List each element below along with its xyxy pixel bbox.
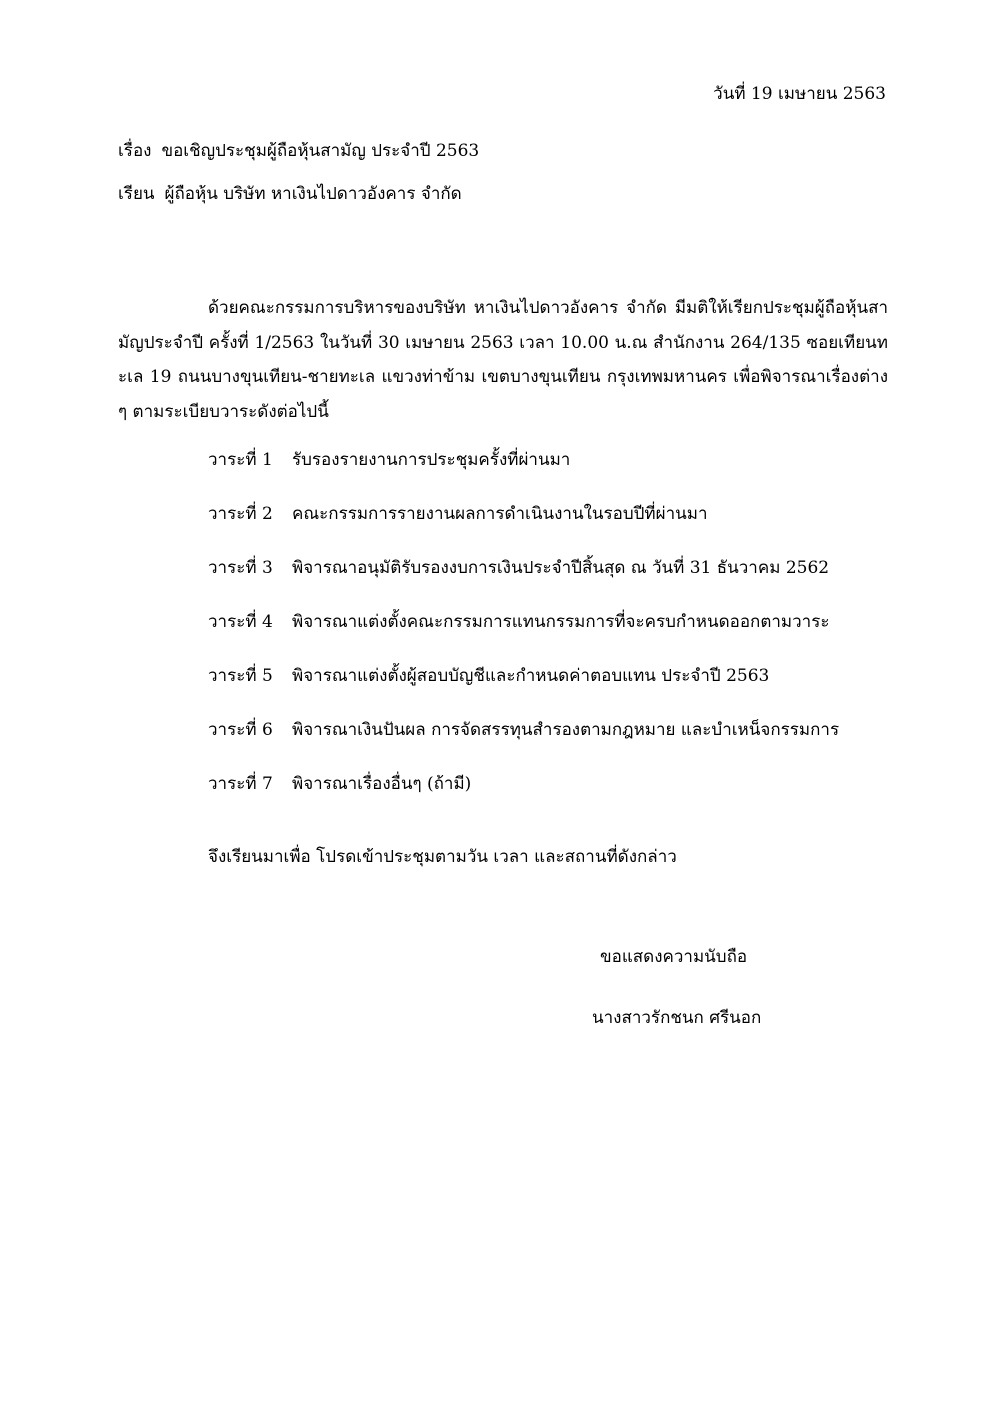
agenda-text: คณะกรรมการรายงานผลการดำเนินงานในรอบปีที่ผ่านมา bbox=[292, 504, 708, 524]
agenda-number: วาระที่ 2 bbox=[208, 504, 273, 524]
agenda-text: พิจารณาเรื่องอื่นๆ (ถ้ามี) bbox=[292, 774, 472, 794]
salutation-line bbox=[118, 180, 462, 207]
agenda-text: พิจารณาแต่งตั้งผู้สอบบัญชีและกำหนดค่าตอบแทน ประจำปี 2563 bbox=[292, 666, 770, 686]
agenda-number: วาระที่ 1 bbox=[208, 450, 273, 470]
salutation-text: ผู้ถือหุ้น บริษัท หาเงินไปดาวอังคาร จำกัด bbox=[164, 184, 462, 204]
agenda-item bbox=[208, 609, 839, 663]
agenda-text: รับรองรายงานการประชุมครั้งที่ผ่านมา bbox=[292, 450, 571, 470]
agenda-item bbox=[208, 555, 839, 609]
regards-line: ขอแสดงความนับถือ bbox=[600, 947, 748, 967]
agenda-number: วาระที่ 6 bbox=[208, 720, 273, 740]
agenda-number: วาระที่ 5 bbox=[208, 666, 273, 686]
agenda-item bbox=[208, 663, 839, 717]
salutation-label: เรียน bbox=[118, 184, 155, 204]
agenda-item bbox=[208, 771, 839, 825]
subject-line bbox=[118, 137, 479, 164]
agenda-list bbox=[208, 447, 839, 825]
agenda-number: วาระที่ 3 bbox=[208, 558, 273, 578]
agenda-item bbox=[208, 501, 839, 555]
agenda-item bbox=[208, 717, 839, 771]
agenda-item bbox=[208, 447, 839, 501]
agenda-number: วาระที่ 7 bbox=[208, 774, 273, 794]
body-paragraph: ด้วยคณะกรรมการบริหารของบริษัท หาเงินไปดาวอังคาร จำกัด มีมติให้เรียกประชุมผู้ถือหุ้นสามัญประจำปี ครั้งที่ 1/2563 ในวันที่ 30 เมษายน 2563 เวลา 10.00 น.ณ สำนักงาน 264/135 ซอยเทียนทะเล 19 ถนนบางขุนเทียน-ชายทะเล แขวงท่าข้าม เขตบางขุนเทียน กรุงเทพมหานคร เพื่อพิจารณาเรื่องต่างๆ ตามระเบียบวาระดังต่อไปนี้ bbox=[118, 298, 888, 422]
agenda-number: วาระที่ 4 bbox=[208, 612, 273, 632]
agenda-text: พิจารณาแต่งตั้งคณะกรรมการแทนกรรมการที่จะครบกำหนดออกตามวาระ bbox=[292, 612, 830, 632]
subject-label: เรื่อง bbox=[118, 141, 152, 161]
closing-line: จึงเรียนมาเพื่อ โปรดเข้าประชุมตามวัน เวลา และสถานที่ดังกล่าว bbox=[208, 847, 677, 867]
subject-text: ขอเชิญประชุมผู้ถือหุ้นสามัญ ประจำปี 2563 bbox=[161, 141, 480, 161]
signer-name: นางสาวรักชนก ศรีนอก bbox=[592, 1008, 762, 1028]
agenda-text: พิจารณาเงินปันผล การจัดสรรทุนสำรองตามกฎหมาย และบำเหน็จกรรมการ bbox=[292, 720, 840, 740]
agenda-text: พิจารณาอนุมัติรับรองงบการเงินประจำปีสิ้นสุด ณ วันที่ 31 ธันวาคม 2562 bbox=[292, 558, 830, 578]
letter-date: วันที่ 19 เมษายน 2563 bbox=[713, 84, 886, 104]
